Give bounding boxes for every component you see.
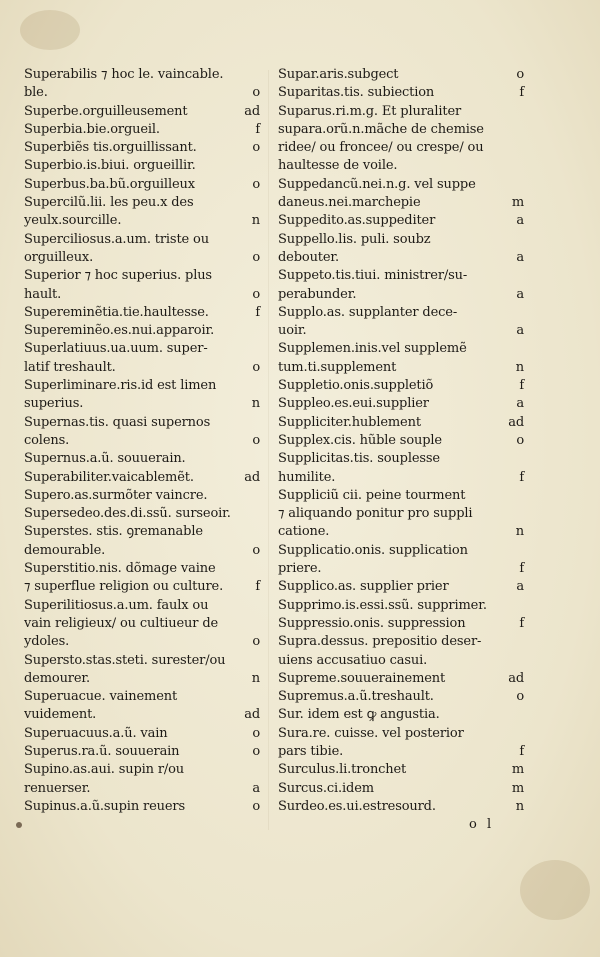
- entry-text: Superciliosus.a.um. triste ou: [24, 231, 209, 247]
- gender-mark: o: [252, 725, 260, 741]
- entry-text: Suppliciũ cii. peine tourment: [278, 487, 466, 503]
- gender-mark: a: [516, 249, 524, 265]
- dictionary-line: [278, 560, 524, 578]
- entry-text: Sura.re. cuisse. vel posterior: [278, 725, 464, 741]
- entry-text: vain religieux/ ou cultiueur de: [24, 615, 219, 631]
- entry-text: Supereminẽo.es.nui.apparoir.: [24, 323, 215, 339]
- dictionary-line: [24, 652, 260, 670]
- dictionary-line: [24, 560, 260, 578]
- entry-text: Supersedeo.des.di.ssũ. surseoir.: [24, 506, 231, 522]
- entry-text: superius.: [24, 396, 84, 412]
- entry-text: Superuacue. vainement: [24, 689, 178, 705]
- dictionary-line: [278, 66, 524, 84]
- dictionary-line: [278, 505, 524, 523]
- dictionary-line: [278, 286, 524, 304]
- dictionary-line: [24, 688, 260, 706]
- entry-text: perabunder.: [278, 286, 357, 302]
- dictionary-line: [278, 395, 524, 413]
- signature-mark: o l: [469, 817, 495, 832]
- entry-text: Supprimo.is.essi.ssũ. supprimer.: [278, 597, 487, 613]
- gender-mark: ad: [244, 103, 260, 119]
- entry-text: vuidement.: [24, 707, 97, 723]
- dictionary-line: [278, 304, 524, 322]
- entry-text: Suppressio.onis. suppression: [278, 615, 466, 631]
- dictionary-line: [278, 414, 524, 432]
- dictionary-line: [24, 725, 260, 743]
- dictionary-line: [24, 597, 260, 615]
- dictionary-line: [24, 176, 260, 194]
- entry-text: Suppliciter.hublement: [278, 414, 421, 430]
- dictionary-line: [24, 139, 260, 157]
- dictionary-line: [278, 743, 524, 761]
- gender-mark: a: [516, 396, 524, 412]
- dictionary-line: [24, 432, 260, 450]
- dictionary-line: [278, 706, 524, 724]
- entry-text: pars tibie.: [278, 743, 344, 759]
- dictionary-line: [278, 139, 524, 157]
- gender-mark: f: [255, 304, 260, 320]
- dictionary-line: [24, 706, 260, 724]
- entry-text: orguilleux.: [24, 249, 94, 265]
- dictionary-line: [278, 670, 524, 688]
- paper-stain: [20, 10, 80, 50]
- entry-text: Superabiliter.vaicablemẽt.: [24, 469, 194, 485]
- entry-text: Suparitas.tis. subiection: [278, 85, 435, 101]
- dictionary-line: [24, 505, 260, 523]
- gender-mark: ad: [508, 670, 524, 686]
- dictionary-line: [278, 688, 524, 706]
- entry-text: yeulx.sourcille.: [24, 213, 122, 229]
- column-gutter: [268, 70, 269, 830]
- entry-text: Superliminare.ris.id est limen: [24, 378, 217, 394]
- entry-text: Supersto.stas.steti. surester/ou: [24, 652, 226, 668]
- dictionary-line: [24, 523, 260, 541]
- entry-text: tum.ti.supplement: [278, 359, 397, 375]
- entry-text: Superbia.bie.orgueil.: [24, 121, 160, 137]
- entry-text: ⁊ superflue religion ou culture.: [24, 579, 224, 595]
- entry-text: Suppedancũ.nei.n.g. vel suppe: [278, 176, 476, 192]
- dictionary-line: [24, 798, 260, 816]
- gender-mark: a: [252, 780, 260, 796]
- dictionary-line: [24, 359, 260, 377]
- dictionary-line: [24, 450, 260, 468]
- dictionary-line: [24, 322, 260, 340]
- entry-text: Superus.ra.ũ. souuerain: [24, 743, 180, 759]
- gender-mark: f: [255, 121, 260, 137]
- entry-text: Suparus.ri.m.g. Et pluraliter: [278, 103, 462, 119]
- dictionary-line: [24, 578, 260, 596]
- gender-mark: o: [252, 140, 260, 156]
- dictionary-line: [278, 322, 524, 340]
- gender-mark: ad: [244, 469, 260, 485]
- gender-mark: n: [515, 359, 524, 375]
- entry-text: Superstitio.nis. dõmage vaine: [24, 561, 216, 577]
- dictionary-line: [278, 450, 524, 468]
- gender-mark: ad: [244, 707, 260, 723]
- entry-text: Supereminẽtia.tie.haultesse.: [24, 304, 209, 320]
- right-column: [278, 66, 524, 816]
- entry-text: Superbio.is.biui. orgueillir.: [24, 158, 196, 174]
- entry-text: uoir.: [278, 323, 307, 339]
- gender-mark: n: [515, 524, 524, 540]
- dictionary-line: [24, 615, 260, 633]
- dictionary-line: [24, 157, 260, 175]
- dictionary-line: [278, 542, 524, 560]
- gender-mark: f: [519, 378, 524, 394]
- gender-mark: o: [252, 542, 260, 558]
- gender-mark: o: [252, 743, 260, 759]
- dictionary-line: [278, 652, 524, 670]
- dictionary-line: [278, 340, 524, 358]
- entry-text: Superbus.ba.bũ.orguilleux: [24, 176, 195, 192]
- dictionary-line: [278, 469, 524, 487]
- dictionary-line: [278, 615, 524, 633]
- gender-mark: a: [516, 213, 524, 229]
- dictionary-line: [24, 761, 260, 779]
- entry-text: daneus.nei.marchepie: [278, 195, 421, 211]
- gender-mark: f: [255, 579, 260, 595]
- entry-text: Supplicatio.onis. supplication: [278, 542, 468, 558]
- dictionary-line: [278, 725, 524, 743]
- entry-text: ridee/ ou froncee/ ou crespe/ ou: [278, 140, 484, 156]
- entry-text: demourer.: [24, 670, 91, 686]
- entry-text: ydoles.: [24, 634, 70, 650]
- dictionary-line: [24, 84, 260, 102]
- dictionary-line: [24, 103, 260, 121]
- entry-text: Supero.as.surmõter vaincre.: [24, 487, 208, 503]
- dictionary-line: [278, 103, 524, 121]
- entry-text: Supremus.a.ũ.treshault.: [278, 689, 434, 705]
- gender-mark: o: [252, 176, 260, 192]
- entry-text: priere.: [278, 561, 322, 577]
- entry-text: Superbe.orguilleusement: [24, 103, 188, 119]
- dictionary-line: [24, 231, 260, 249]
- dictionary-line: [24, 743, 260, 761]
- gender-mark: n: [515, 798, 524, 814]
- entry-text: haultesse de voile.: [278, 158, 398, 174]
- dictionary-line: [24, 487, 260, 505]
- entry-text: Superstes. stis. ꝯremanable: [24, 524, 203, 540]
- gender-mark: o: [252, 85, 260, 101]
- entry-text: Superior ⁊ hoc superius. plus: [24, 268, 212, 284]
- dictionary-line: [278, 194, 524, 212]
- dictionary-line: [278, 121, 524, 139]
- entry-text: Superabilis ⁊ hoc le. vaincable.: [24, 67, 224, 82]
- gender-mark: f: [519, 561, 524, 577]
- paper-stain: [520, 860, 590, 920]
- entry-text: ⁊ aliquando ponitur pro suppli: [278, 506, 473, 522]
- gender-mark: n: [251, 213, 260, 229]
- entry-text: uiens accusatiuo casui.: [278, 652, 428, 668]
- entry-text: debouter.: [278, 249, 340, 265]
- dictionary-line: [24, 633, 260, 651]
- dictionary-line: [278, 798, 524, 816]
- gender-mark: o: [516, 67, 524, 82]
- entry-text: Supplico.as. supplier prier: [278, 579, 449, 595]
- gender-mark: ad: [508, 414, 524, 430]
- gender-mark: f: [519, 615, 524, 631]
- dictionary-line: [278, 597, 524, 615]
- dictionary-line: [24, 395, 260, 413]
- gender-mark: a: [516, 323, 524, 339]
- gender-mark: m: [511, 195, 524, 211]
- dictionary-line: [24, 286, 260, 304]
- dictionary-line: [24, 212, 260, 230]
- dictionary-line: [278, 84, 524, 102]
- gender-mark: o: [252, 432, 260, 448]
- entry-text: Surdeo.es.ui.estresourd.: [278, 798, 436, 814]
- entry-text: Surcus.ci.idem: [278, 780, 374, 796]
- dictionary-line: [24, 469, 260, 487]
- entry-text: Supino.as.aui. supin r/ou: [24, 762, 185, 778]
- dictionary-line: [278, 432, 524, 450]
- entry-text: catione.: [278, 524, 330, 540]
- gender-mark: o: [252, 359, 260, 375]
- entry-text: demourable.: [24, 542, 106, 558]
- ink-dot: [16, 822, 22, 828]
- dictionary-line: [278, 249, 524, 267]
- entry-text: humilite.: [278, 469, 336, 485]
- dictionary-line: [24, 249, 260, 267]
- dictionary-line: [24, 340, 260, 358]
- dictionary-line: [24, 414, 260, 432]
- entry-text: Superuacuus.a.ũ. vain: [24, 725, 168, 741]
- entry-text: Supinus.a.ũ.supin reuers: [24, 798, 185, 814]
- dictionary-line: [24, 194, 260, 212]
- entry-text: Suppello.lis. puli. soubz: [278, 231, 431, 247]
- gender-mark: f: [519, 743, 524, 759]
- entry-text: Suppletio.onis.suppletiõ: [278, 378, 434, 394]
- entry-text: ble.: [24, 85, 48, 101]
- dictionary-line: [24, 121, 260, 139]
- entry-text: Supercilũ.lii. les peu.x des: [24, 195, 194, 211]
- dictionary-line: [278, 157, 524, 175]
- entry-text: Supreme.souuerainement: [278, 670, 446, 686]
- dictionary-line: [278, 267, 524, 285]
- entry-text: Superilitiosus.a.um. faulx ou: [24, 597, 209, 613]
- gender-mark: o: [252, 798, 260, 814]
- dictionary-line: [278, 176, 524, 194]
- dictionary-line: [24, 542, 260, 560]
- dictionary-line: [278, 761, 524, 779]
- dictionary-line: [24, 780, 260, 798]
- dictionary-line: [278, 231, 524, 249]
- gender-mark: o: [252, 249, 260, 265]
- dictionary-line: [278, 359, 524, 377]
- entry-text: Superbiẽs tis.orguillissant.: [24, 140, 197, 156]
- dictionary-line: [278, 578, 524, 596]
- dictionary-line: [24, 377, 260, 395]
- dictionary-line: [24, 304, 260, 322]
- entry-text: Surculus.li.tronchet: [278, 762, 407, 778]
- entry-text: Supplemen.inis.vel supplemẽ: [278, 341, 467, 357]
- entry-text: Supar.aris.subgect: [278, 67, 399, 82]
- gender-mark: o: [516, 432, 524, 448]
- dictionary-line: [278, 212, 524, 230]
- entry-text: supara.orũ.n.mãche de chemise: [278, 121, 484, 137]
- entry-text: Suppedito.as.suppediter: [278, 213, 436, 229]
- dictionary-line: [24, 267, 260, 285]
- entry-text: latif treshault.: [24, 359, 116, 375]
- entry-text: Supernas.tis. quasi supernos: [24, 414, 211, 430]
- gender-mark: o: [252, 286, 260, 302]
- gender-mark: f: [519, 85, 524, 101]
- entry-text: Supra.dessus. prepositio deser-: [278, 634, 482, 650]
- entry-text: colens.: [24, 432, 70, 448]
- dictionary-line: [278, 780, 524, 798]
- gender-mark: n: [251, 396, 260, 412]
- gender-mark: n: [251, 670, 260, 686]
- gender-mark: o: [516, 689, 524, 705]
- entry-text: Supplicitas.tis. souplesse: [278, 451, 440, 467]
- entry-text: Superlatiuus.ua.uum. super-: [24, 341, 208, 357]
- dictionary-line: [24, 670, 260, 688]
- dictionary-line: [278, 377, 524, 395]
- gender-mark: a: [516, 579, 524, 595]
- gender-mark: m: [511, 762, 524, 778]
- entry-text: Supernus.a.ũ. souuerain.: [24, 451, 186, 467]
- entry-text: hault.: [24, 286, 62, 302]
- gender-mark: o: [252, 634, 260, 650]
- entry-text: Suppleo.es.eui.supplier: [278, 396, 429, 412]
- entry-text: Sur. idem est ꝙ angustia.: [278, 707, 440, 723]
- dictionary-line: [278, 523, 524, 541]
- gender-mark: f: [519, 469, 524, 485]
- left-column: [24, 66, 260, 816]
- entry-text: Suppeto.tis.tiui. ministrer/su-: [278, 268, 468, 284]
- gender-mark: a: [516, 286, 524, 302]
- entry-text: Supplo.as. supplanter dece-: [278, 304, 458, 320]
- dictionary-line: [278, 633, 524, 651]
- dictionary-line: [278, 487, 524, 505]
- dictionary-line: [24, 66, 260, 84]
- entry-text: renuerser.: [24, 780, 91, 796]
- entry-text: Supplex.cis. hũble souple: [278, 432, 442, 448]
- gender-mark: m: [511, 780, 524, 796]
